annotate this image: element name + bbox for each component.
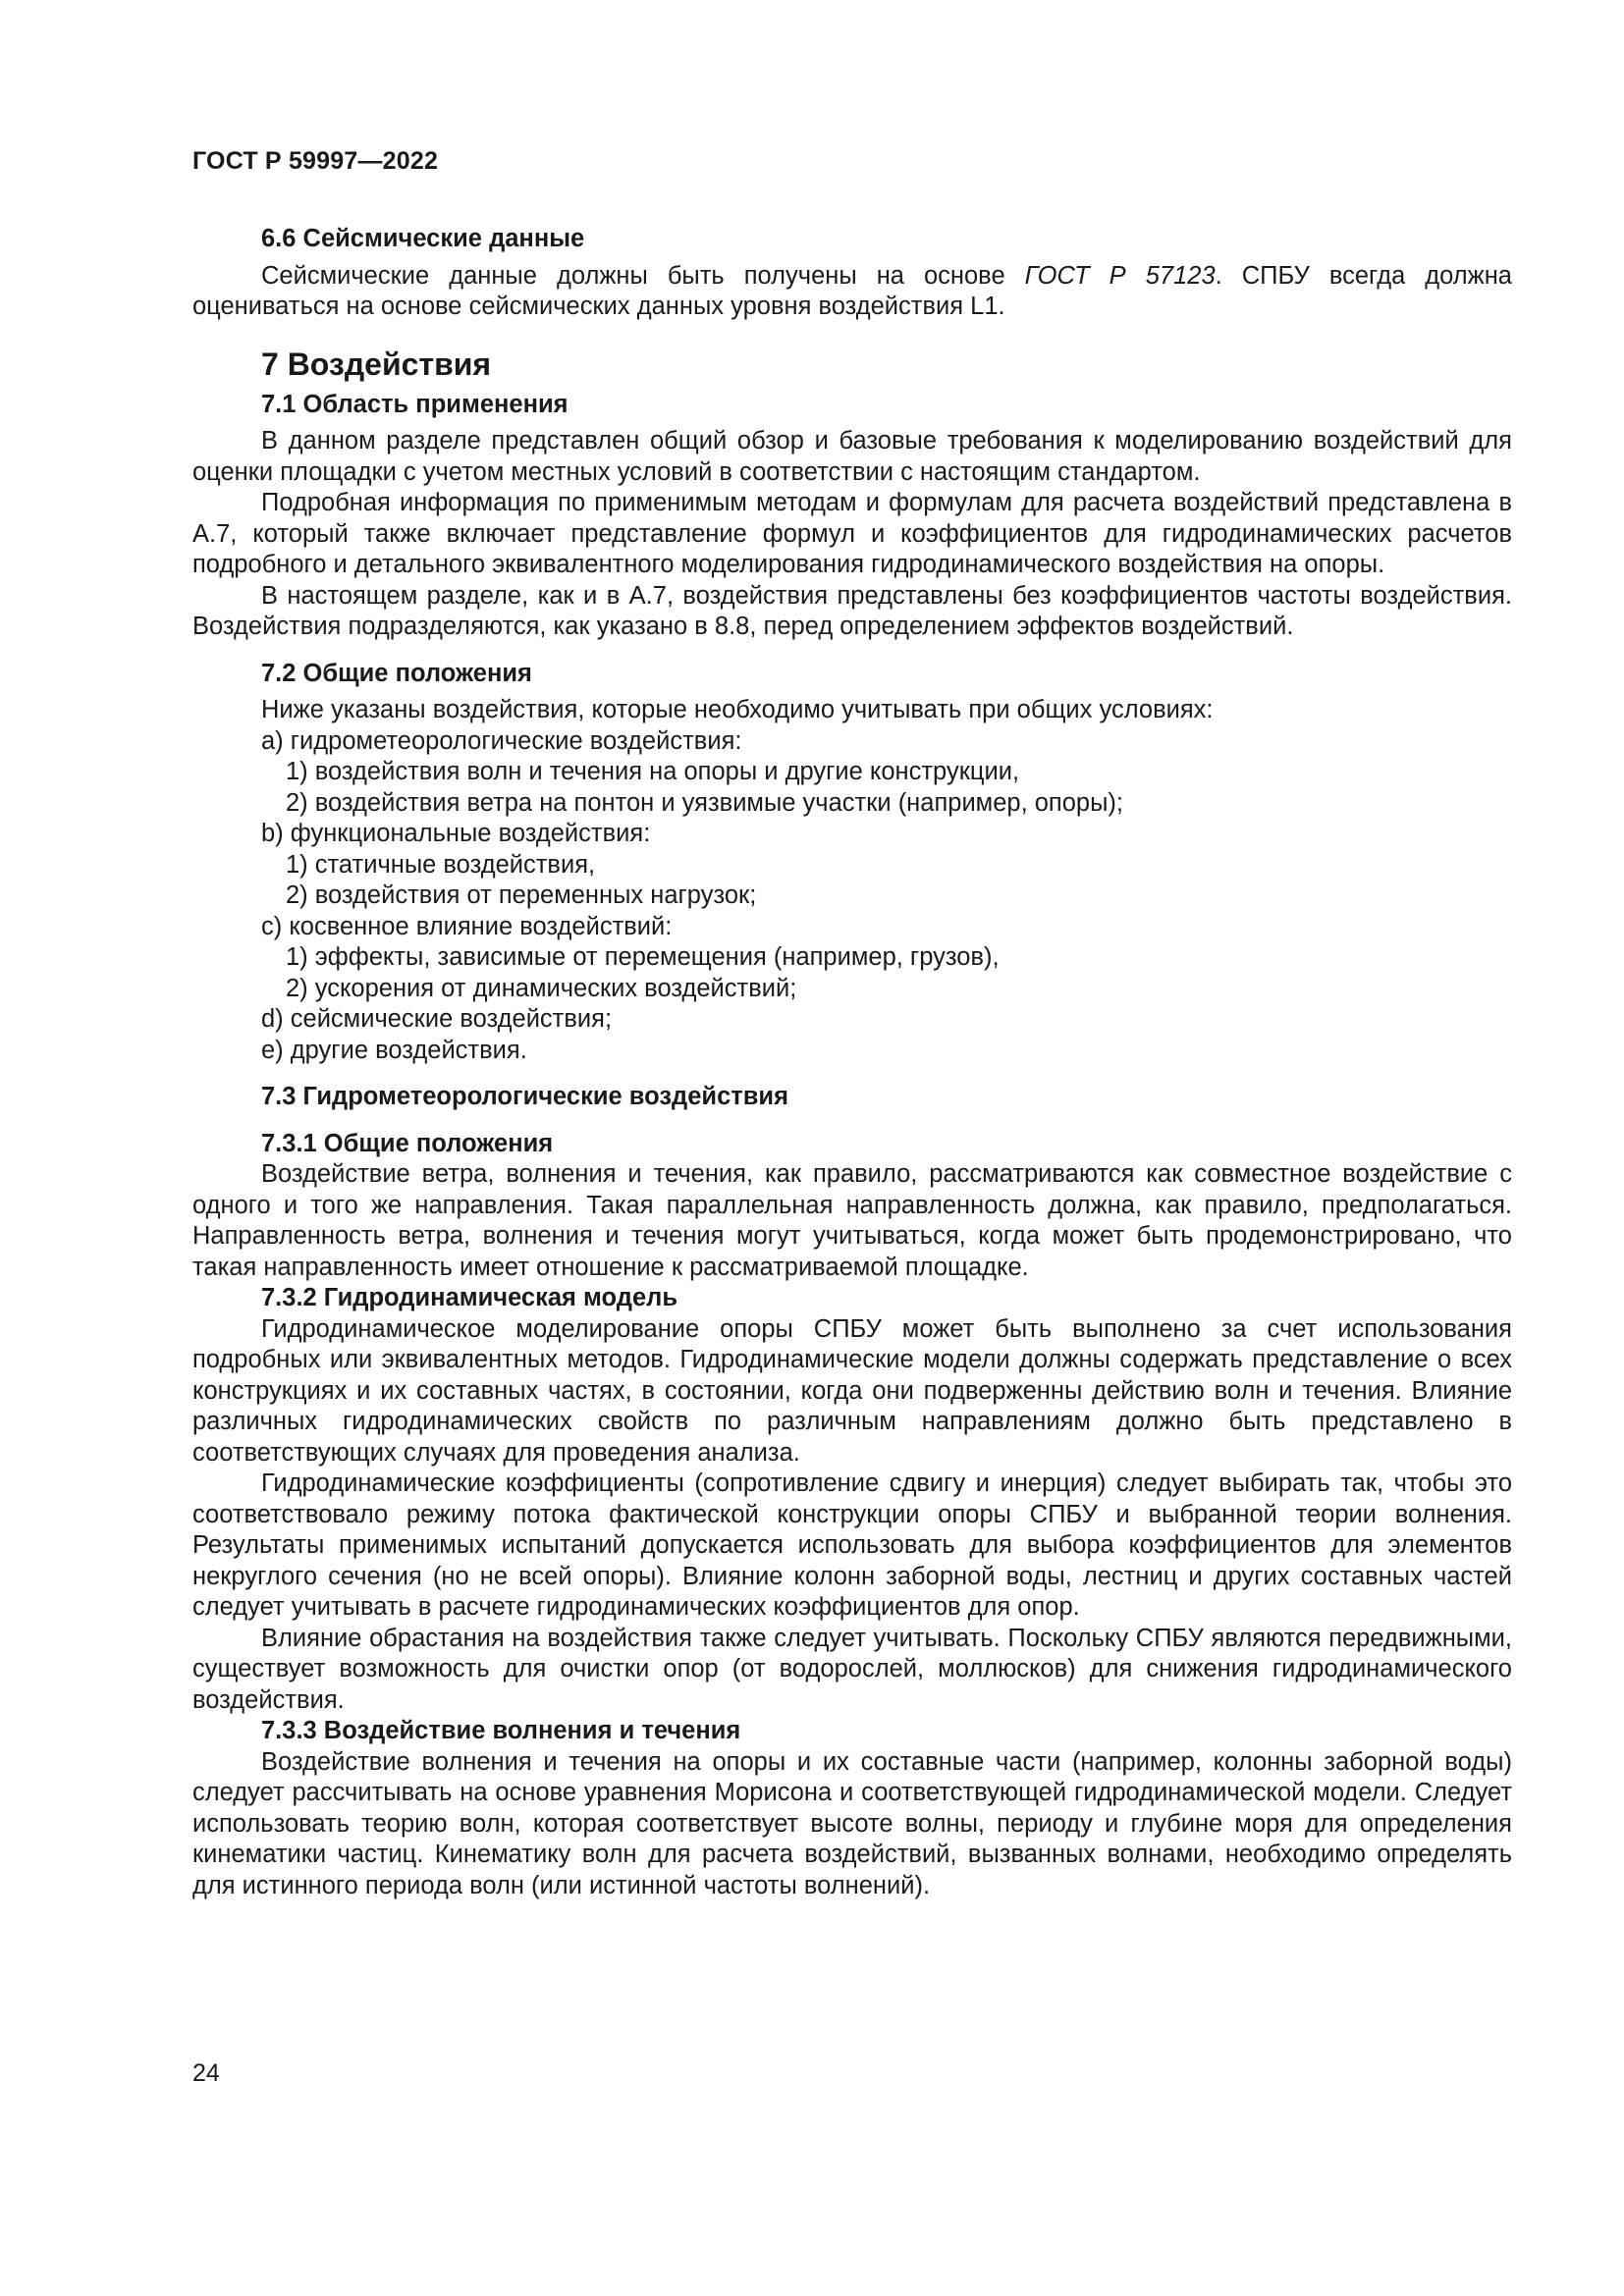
- section-7-3-2-paragraph-3: Влияние обрастания на воздействия также следует учитывать. Поскольку СПБУ являются передвижными, существует возможность для очистки опор (от водорослей, моллюсков) для снижения гидродинамического воздействия.: [192, 1624, 1512, 1714]
- document-body: [192, 224, 1512, 1901]
- gost-reference: ГОСТ Р 57123: [1024, 261, 1216, 290]
- list-item: 2) воздействия от переменных нагрузок;: [286, 881, 757, 909]
- page-number: 24: [192, 2059, 220, 2087]
- section-7-2-intro: Ниже указаны воздействия, которые необходимо учитывать при общих условиях:: [261, 696, 1214, 723]
- list-item: c) косвенное влияние воздействий:: [261, 912, 673, 940]
- section-7-title: 7 Воздействия: [261, 346, 492, 382]
- section-7-2-title: 7.2 Общие положения: [261, 659, 532, 687]
- list-item: d) сейсмические воздействия;: [261, 1005, 613, 1033]
- list-item: 2) ускорения от динамических воздействий;: [286, 974, 797, 1002]
- section-7-3-title: 7.3 Гидрометеорологические воздействия: [261, 1083, 788, 1110]
- section-6-6-title: 6.6 Сейсмические данные: [261, 225, 585, 252]
- section-7-3-1-paragraph: Воздействие ветра, волнения и течения, как правило, рассматриваются как совместное воздействие с одного и того же направления. Такая параллельная направленность должна, как правило, предполагаться. Направленность ветра, волнения и течения могут учитываться, когда может быть продемонстрировано, что такая направленность имеет отношение к рассматриваемой площадке.: [192, 1160, 1512, 1281]
- list-item: 2) воздействия ветра на понтон и уязвимые участки (например, опоры);: [286, 788, 1124, 817]
- list-item: b) функциональные воздействия:: [261, 820, 651, 847]
- section-7-3-2-paragraph-2: Гидродинамические коэффициенты (сопротивление сдвигу и инерция) следует выбирать так, чтобы это соответствовало режиму потока фактической конструкции опоры СПБУ и выбранной теории волнения. Результаты применимых испытаний допускается использовать для выбора коэффициентов для элементов некруглого сечения (но не всей опоры). Влияние колонн заборной воды, лестниц и других составных частей следует учитывать в расчете гидродинамических коэффициентов для опор.: [192, 1469, 1512, 1621]
- section-7-1-paragraph-2: Подробная информация по применимым методам и формулам для расчета воздействий представлена в А.7, который также включает представление формул и коэффициентов для гидродинамических расчетов подробного и детального эквивалентного моделирования гидродинамического воздействия на опоры.: [192, 489, 1512, 578]
- list-item: 1) статичные воздействия,: [286, 850, 596, 879]
- list-item: 1) эффекты, зависимые от перемещения (например, грузов),: [286, 943, 1000, 971]
- document-header: ГОСТ Р 59997—2022: [192, 147, 439, 175]
- section-7-3-2-title: 7.3.2 Гидродинамическая модель: [261, 1284, 678, 1311]
- section-7-3-3-paragraph: Воздействие волнения и течения на опоры и их составные части (например, колонны заборной воды) следует рассчитывать на основе уравнения Морисона и соответствующей гидродинамической модели. Следует использовать теорию волн, которая соответствует высоте волны, периоду и глубине моря для определения кинематики частиц. Кинематику волн для расчета воздействий, вызванных волнами, необходимо определять для истинного периода волн (или истинной частоты волнений).: [192, 1747, 1512, 1899]
- section-7-3-2-paragraph-1: Гидродинамическое моделирование опоры СПБУ может быть выполнено за счет использования подробных или эквивалентных методов. Гидродинамические модели должны содержать представление о всех конструкциях и их составных частях, в состоянии, когда они подверженны действию волн и течения. Влияние различных гидродинамических свойств по различным направлениям должно быть представлено в соответствующих случаях для проведения анализа.: [192, 1314, 1512, 1467]
- list-item: e) другие воздействия.: [261, 1036, 527, 1064]
- section-7-1-paragraph-1: В данном разделе представлен общий обзор и базовые требования к моделированию воздействий для оценки площадки с учетом местных условий в соответствии с настоящим стандартом.: [192, 427, 1512, 486]
- list-item: 1) воздействия волн и течения на опоры и другие конструкции,: [286, 758, 1020, 785]
- section-7-3-3-title: 7.3.3 Воздействие волнения и течения: [261, 1717, 741, 1744]
- section-7-1-paragraph-3: В настоящем разделе, как и в А.7, воздействия представлены без коэффициентов частоты воздействия. Воздействия подразделяются, как указано в 8.8, перед определением эффектов воздействий.: [192, 581, 1512, 640]
- section-6-6-paragraph: Сейсмические данные должны быть получены на основе ГОСТ Р 57123. СПБУ всегда должна оцениваться на основе сейсмических данных уровня воздействия L1.: [192, 261, 1512, 320]
- section-7-1-title: 7.1 Область применения: [261, 390, 568, 418]
- actions-list: [192, 726, 1512, 1067]
- list-item: a) гидрометеорологические воздействия:: [261, 726, 742, 755]
- section-7-3-1-title: 7.3.1 Общие положения: [261, 1129, 554, 1157]
